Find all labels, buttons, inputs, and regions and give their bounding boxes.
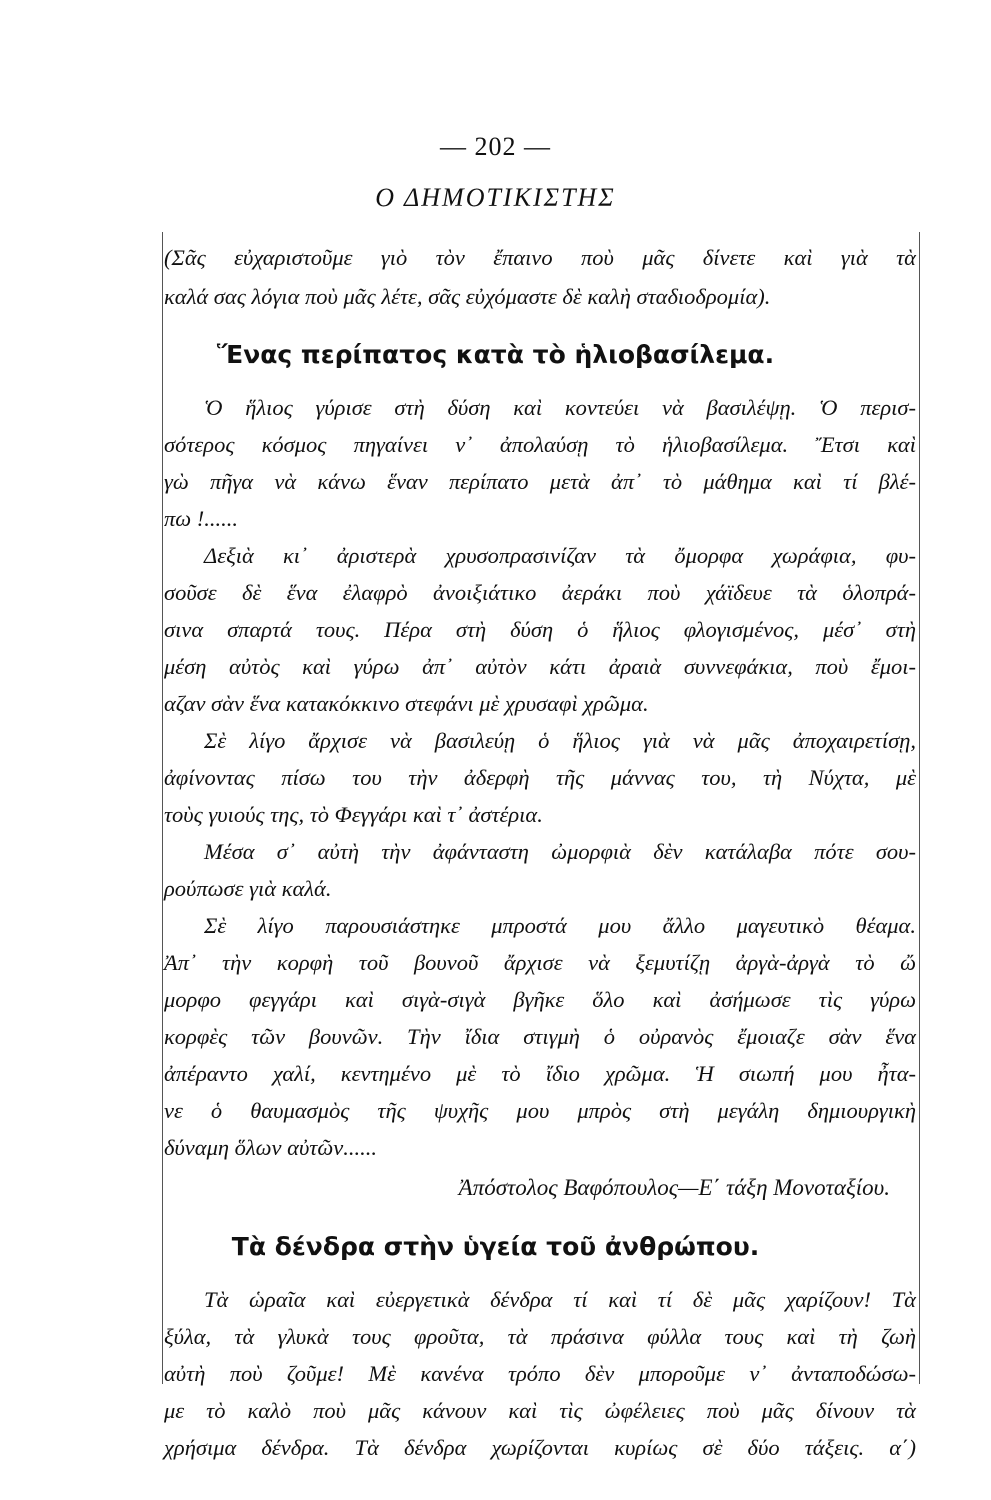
body-line: Δεξιὰ κι᾿ ἀριστερὰ χρυσοπρασινίζαν τὰ ὄμορφα χωράφια, φυ- <box>204 543 916 568</box>
body-line: πω !...... <box>164 506 239 531</box>
body-line: νε ὁ θαυμασμὸς τῆς ψυχῆς μου μπρὸς στὴ μεγάλη δημιουργικὴ <box>164 1098 916 1123</box>
body-line: ρούπωσε γιὰ καλά. <box>164 876 332 901</box>
body-line: Ὁ ἥλιος γύρισε στὴ δύση καὶ κοντεύει νὰ βασιλέψῃ. Ὁ περισ- <box>204 395 916 420</box>
body-line: κορφὲς τῶν βουνῶν. Τὴν ἴδια στιγμὴ ὁ οὐρανὸς ἔμοιαζε σὰν ἕνα <box>164 1024 916 1049</box>
body-line: χρήσιμα δένδρα. Τὰ δένδρα χωρίζονται κυρίως σὲ δύο τάξεις. α΄) <box>164 1435 916 1460</box>
body-line: με τὸ καλὸ ποὺ μᾶς κάνουν καὶ τὶς ὠφέλειες ποὺ μᾶς δίνουν τὰ <box>164 1398 916 1423</box>
left-margin-rule <box>162 232 163 1384</box>
body-line: Σὲ λίγο ἄρχισε νὰ βασιλεύῃ ὁ ἥλιος γιὰ νὰ μᾶς ἀποχαιρετίσῃ, <box>204 728 916 753</box>
body-line: Ἀπ᾿ τὴν κορφὴ τοῦ βουνοῦ ἄρχισε νὰ ξεμυτίζῃ ἀργὰ-ἀργὰ τὸ ὤ <box>164 950 916 975</box>
body-line: μέση αὐτὸς καὶ γύρω ἀπ᾿ αὐτὸν κάτι ἀραιὰ συννεφάκια, ποὺ ἔμοι- <box>164 654 916 679</box>
editor-note-line: (Σᾶς εὐχαριστοῦμε γιὸ τὸν ἔπαινο ποὺ μᾶς δίνετε καὶ γιὰ τὰ <box>164 245 916 270</box>
body-line: Μέσα σ᾿ αὐτὴ τὴν ἀφάνταστη ὠμορφιὰ δὲν κατάλαβα πότε σου- <box>204 839 916 864</box>
body-line: Σὲ λίγο παρουσιάστηκε μπροστά μου ἄλλο μαγευτικὸ θέαμα. <box>204 913 916 938</box>
body-line: ξύλα, τὰ γλυκὰ τους φροῦτα, τὰ πράσινα φύλλα τους καὶ τὴ ζωὴ <box>164 1324 916 1349</box>
right-margin-rule <box>919 232 920 1384</box>
body-line: δύναμη ὅλων αὐτῶν...... <box>164 1135 377 1160</box>
body-line: μορφο φεγγάρι καὶ σιγὰ-σιγὰ βγῆκε ὅλο καὶ ἀσήμωσε τὶς γύρω <box>164 987 916 1012</box>
article-title: Τὰ δένδρα στὴν ὑγεία τοῦ ἀνθρώπου. <box>231 1232 760 1261</box>
body-line: ἀπέραντο χαλί, κεντημένο μὲ τὸ ἴδιο χρῶμα. Ἡ σιωπή μου ἦτα- <box>164 1061 916 1086</box>
signature: Ἀπόστολος Βαφόπουλος—Ε΄ τάξη Μονοταξίου. <box>458 1175 890 1200</box>
body-line: αὐτὴ ποὺ ζοῦμε! Μὲ κανένα τρόπο δὲν μποροῦμε ν᾿ ἀνταποδώσω- <box>164 1361 916 1386</box>
page-number: — 202 — <box>440 132 551 161</box>
body-line: τοὺς γυιούς της, τὸ Φεγγάρι καὶ τ᾿ ἀστέρια. <box>164 802 543 827</box>
body-line: ἀφίνοντας πίσω του τὴν ἀδερφὴ τῆς μάννας του, τὴ Νύχτα, μὲ <box>164 765 916 790</box>
body-line: σινα σπαρτά τους. Πέρα στὴ δύση ὁ ἥλιος φλογισμένος, μέσ᾿ στὴ <box>164 617 916 642</box>
body-line: σοῦσε δὲ ἕνα ἐλαφρὸ ἀνοιξιάτικο ἀεράκι ποὺ χάϊδευε τὰ ὁλοπρά- <box>164 580 916 605</box>
article-title: Ἕνας περίπατος κατὰ τὸ ἡλιοβασίλεμα. <box>216 340 775 369</box>
body-line: Τὰ ὡραῖα καὶ εὐεργετικὰ δένδρα τί καὶ τί δὲ μᾶς χαρίζουν! Τὰ <box>204 1287 916 1312</box>
column-title: Ο ΔΗΜΟΤΙΚΙΣΤΗΣ <box>375 183 616 212</box>
body-line: αζαν σὰν ἕνα κατακόκκινο στεφάνι μὲ χρυσαφὶ χρῶμα. <box>164 691 649 716</box>
editor-note-line: καλά σας λόγια ποὺ μᾶς λέτε, σᾶς εὐχόμαστε δὲ καλὴ σταδιοδρομία). <box>164 284 771 309</box>
body-line: γὼ πῆγα νὰ κάνω ἕναν περίπατο μετὰ ἀπ᾿ τὸ μάθημα καὶ τί βλέ- <box>164 469 916 494</box>
body-line: σότερος κόσμος πηγαίνει ν᾿ ἀπολαύσῃ τὸ ἡλιοβασίλεμα. Ἔτσι καὶ <box>164 432 916 457</box>
